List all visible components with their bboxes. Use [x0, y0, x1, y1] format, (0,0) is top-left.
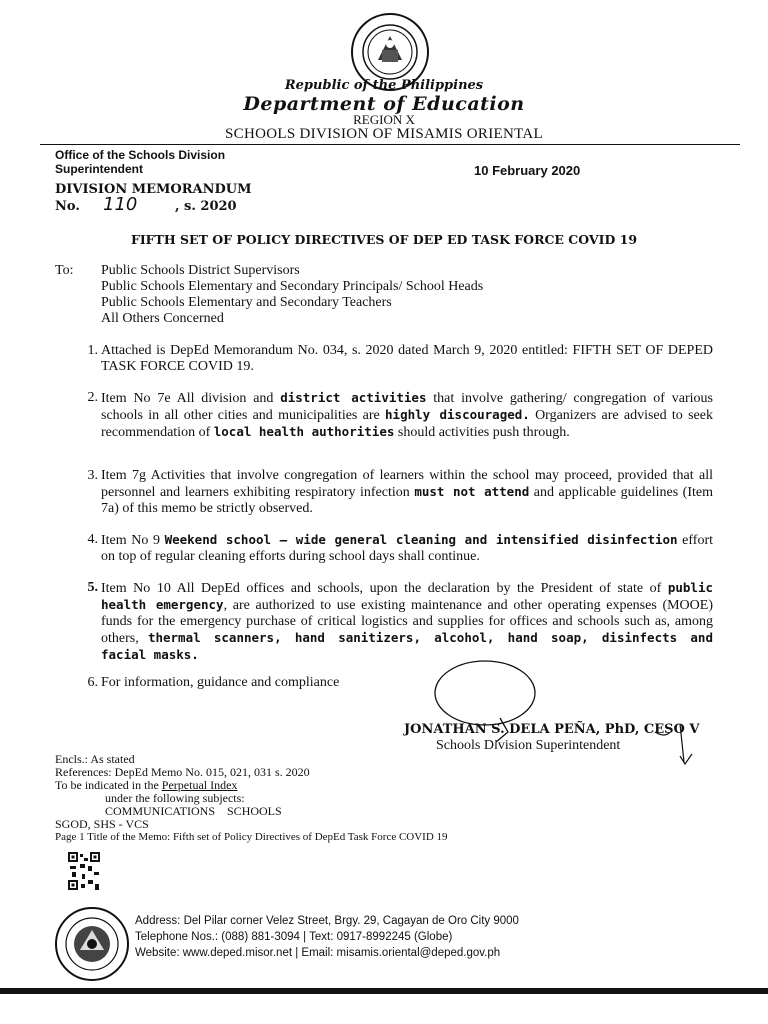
item-number: 2.: [87, 390, 98, 405]
memo-subject: FIFTH SET OF POLICY DIRECTIVES OF DEP ED TASK FORCE COVID 19: [130, 232, 638, 247]
division-heading: SCHOOLS DIVISION OF MISAMIS ORIENTAL: [225, 126, 543, 142]
telephone: Telephone Nos.: (088) 881-3094 | Text: 0917-8992245 (Globe): [135, 931, 453, 943]
recipient: Public Schools District Supervisors: [101, 263, 300, 278]
region-heading: REGION X: [353, 112, 415, 127]
body-text: that involve gathering/ congregation of various schools in all other cities and municipalities are: [101, 391, 713, 423]
recipient: Public Schools Elementary and Secondary Principals/ School Heads: [101, 279, 484, 294]
memo-date: 10 February 2020: [474, 163, 581, 178]
perpetual-index-line: To be indicated in the Perpetual Index: [55, 778, 238, 792]
body-text: and applicable guidelines (Item 7a) of this memo be strictly observed.: [101, 485, 713, 516]
recipient: All Others Concerned: [101, 311, 224, 326]
memo-number-handwritten: 110: [103, 194, 138, 215]
body-text: effort on top of regular cleaning efforts during school days shall continue.: [101, 533, 713, 564]
item-text: [101, 532, 713, 565]
subjects-label: under the following subjects:: [105, 791, 245, 805]
item-text: [101, 343, 713, 375]
republic-heading: Republic of the Philippines: [284, 78, 484, 93]
sgod-line: SGOD, SHS - VCS: [55, 817, 149, 831]
emphasis-text: district activities: [280, 390, 427, 405]
body-text: Item No 9: [101, 533, 165, 548]
body-text: Item No 7e All division and: [101, 391, 281, 406]
header-divider: [40, 144, 740, 145]
body-text: should activities push through.: [394, 425, 570, 440]
emphasis-text: highly discouraged.: [385, 407, 530, 422]
body-text: Item 7g Activities that involve congregation of learners within the school may proceed, provided that all personnel and learners exhibiting respiratory infection: [101, 468, 713, 500]
contact-info: [135, 913, 519, 961]
memo-type: DIVISION MEMORANDUM: [55, 182, 252, 197]
body-text: Organizers are advised to seek recommendation of: [101, 408, 713, 440]
item-number: 3.: [87, 468, 98, 483]
to-label: To:: [55, 263, 74, 278]
item-number: 5.: [87, 580, 98, 595]
perpetual-index-link: Perpetual Index: [161, 778, 238, 792]
office-label: Office of the Schools Division Superintendent: [55, 148, 226, 176]
memo-footer: [55, 753, 448, 844]
emphasis-text: public health emergency: [101, 580, 713, 612]
subjects: COMMUNICATIONS SCHOOLS: [105, 804, 282, 818]
body-text: Attached is DepEd Memorandum No. 034, s. 2020 dated March 9, 2020 entitled: FIFTH SET OF DEPED TASK FORCE COVID 19.: [101, 343, 713, 374]
emphasis-text: must not attend: [414, 484, 530, 499]
page-title-line: Page 1 Title of the Memo: Fifth set of Policy Directives of DepEd Task Force COVID 19: [55, 831, 448, 843]
body-text: , are authorized to use existing maintenance and other operating expenses (MOOE) funds for the emergency purchase of critical logistics and supplies for offices and schools such as, among others,: [101, 598, 713, 646]
deped-footer-seal-logo: [54, 906, 130, 982]
signatory-title: Schools Division Superintendent: [436, 738, 621, 753]
item-number: 4.: [87, 532, 98, 547]
enclosures: Encls.: As stated: [55, 752, 135, 766]
item-text: [101, 390, 713, 441]
item-number: 6.: [87, 675, 98, 690]
qr-code-icon: [68, 852, 100, 892]
recipient-list: [101, 263, 483, 327]
department-heading: Department of Education: [243, 93, 525, 115]
signatory-name: JONATHAN S. DELA PEÑA, PhD, CESO V: [404, 722, 700, 737]
item-text: [101, 468, 713, 517]
body-text: For information, guidance and compliance: [101, 675, 340, 690]
references: References: DepEd Memo No. 015, 021, 031 s. 2020: [55, 765, 310, 779]
bottom-bar: [0, 988, 768, 994]
emphasis-text: local health authorities: [213, 424, 395, 439]
recipient: Public Schools Elementary and Secondary Teachers: [101, 295, 392, 310]
handwritten-signature: [430, 658, 720, 778]
emphasis-text: thermal scanners, hand sanitizers, alcohol, hand soap, disinfects and facial masks.: [101, 630, 713, 662]
memo-number-label: No.: [55, 199, 80, 214]
website-email: Website: www.deped.misor.net | Email: misamis.oriental@deped.gov.ph: [135, 947, 501, 959]
item-text: [101, 580, 713, 664]
emphasis-text: Weekend school – wide general cleaning and intensified disinfection: [164, 532, 678, 547]
address: Address: Del Pilar corner Velez Street, Brgy. 29, Cagayan de Oro City 9000: [135, 915, 519, 927]
memo-series: , s. 2020: [175, 199, 237, 214]
body-text: Item No 10 All DepEd offices and schools, upon the declaration by the President of state of: [101, 581, 668, 596]
item-number: 1.: [87, 343, 98, 358]
